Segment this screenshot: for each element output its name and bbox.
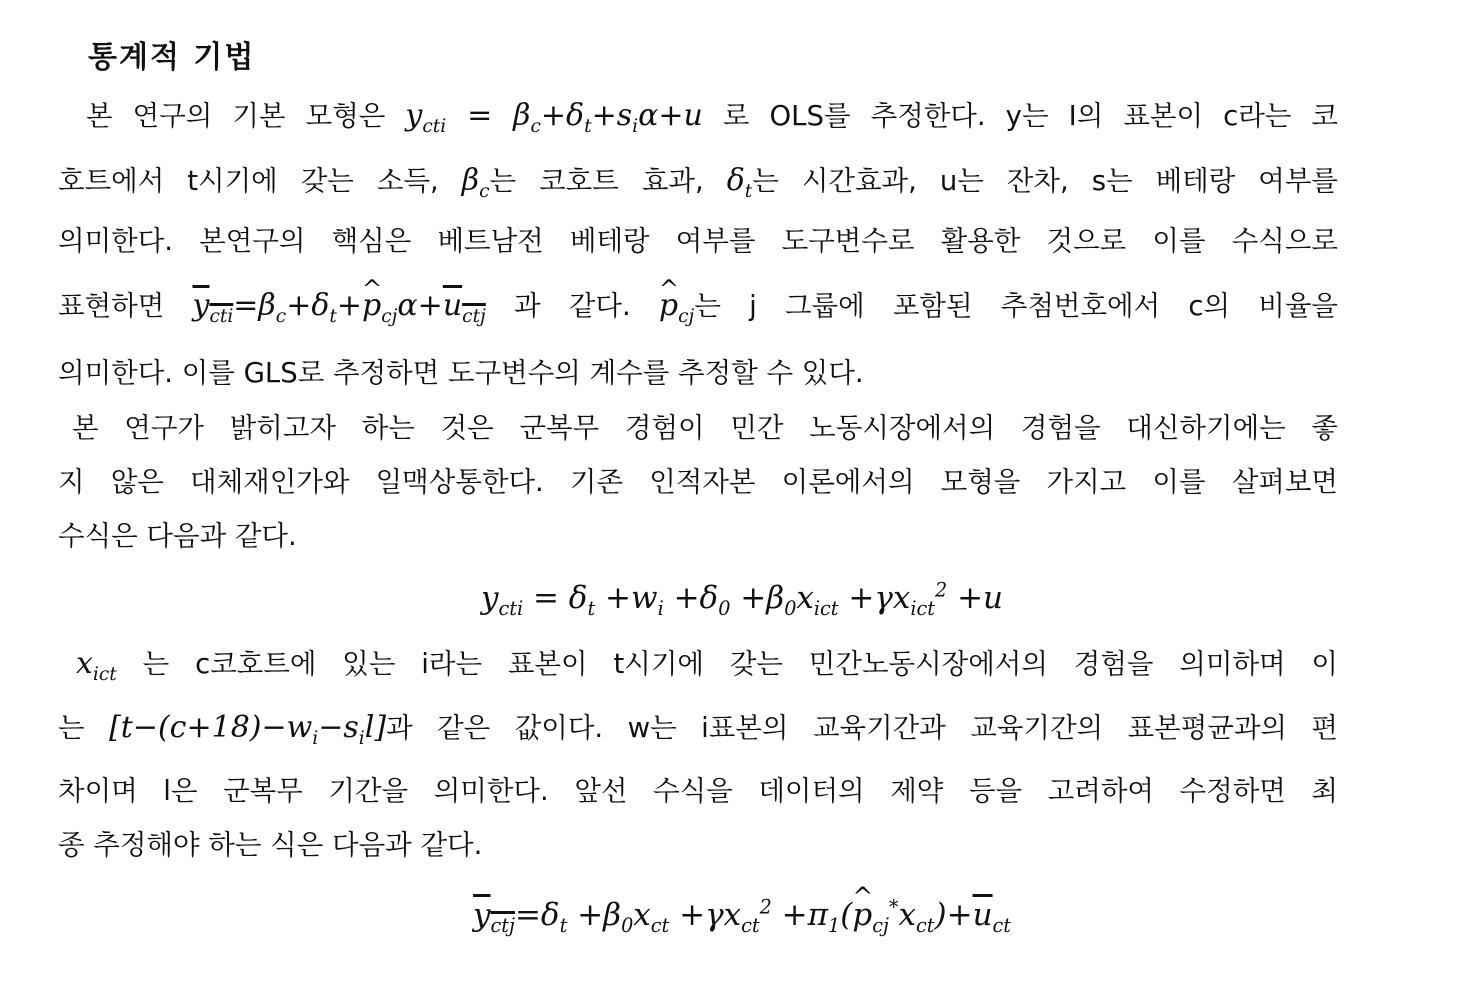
text-line: 차이며 l은 군복무 기간을 의미한다. 앞선 수식을 데이터의 제약 등을 고려하여 수정하면 최 bbox=[58, 775, 1338, 807]
text-line: 지 않은 대체재인가와 일맥상통한다. 기존 인적자본 이론에서의 모형을 가지고 이를 살펴보면 bbox=[58, 466, 1338, 498]
text-line: 표현하면 $y_{cti}=\beta_c+\delta_t+\^{}$ $p_{cj}\alpha+u_{ctj}$ 과 같다. ^ $p_{cj}$는 j 그룹에 포함된 추첨번호에서 c의 비율을 bbox=[58, 286, 1338, 326]
text-line: 의미한다. 본연구의 핵심은 베트남전 베테랑 여부를 도구변수로 활용한 것으로 이를 수식으로 bbox=[58, 225, 1338, 257]
formula-base-model: $y_{cti} = \beta_c+\delta_t+s_i\alpha+u$ bbox=[405, 98, 703, 137]
formula-iv-model: $y_{cti}=\beta_c+\delta_t+\^{}$ $p_{cj}\alpha+u_{ctj}$ bbox=[192, 288, 485, 323]
formula-x-ict: $x_{ict}$ bbox=[76, 646, 117, 685]
text-line: 종 추정해야 하는 식은 다음과 같다. bbox=[58, 829, 483, 861]
section-heading: 통계적 기법 bbox=[88, 40, 256, 75]
equation-human-capital: $y_{cti} = \delta_t +w_i +\delta_0 +\beta_0x_{ict} +\gamma x_{ict}^2 +u$ bbox=[480, 578, 1004, 621]
equation-final: $y_{ctj}=\delta_t +\beta_0x_{ct} +\gamma x_{ct}^2$ $+\pi_1(\^{}$ $p_{cj}^*x_{ct})+\overline{u}_{ct}$ bbox=[0, 893, 1484, 937]
formula-p-hat: ^ $p_{cj}$ bbox=[659, 288, 694, 323]
formula-delta-t: $\delta_t$ bbox=[726, 163, 753, 202]
text-line: 호트에서 t시기에 갖는 소득, $\beta_c$는 코호트 효과, $\delta_t$는 시간효과, u는 잔차, s는 베테랑 여부를 bbox=[58, 163, 1338, 202]
text-line: 의미한다. 이를 GLS로 추정하면 도구변수의 계수를 추정할 수 있다. bbox=[58, 357, 864, 389]
text-line: 수식은 다음과 같다. bbox=[58, 520, 297, 552]
text-line: $x_{ict}$ 는 c코호트에 있는 i라는 표본이 t시기에 갖는 민간노동시장에서의 경험을 의미하며 이 bbox=[76, 646, 1338, 685]
text-line: 본 연구의 기본 모형은 $y_{cti} = \beta_c+\delta_t+s_i\alpha+u$ 로 OLS를 추정한다. y는 I의 표본이 c라는 코 bbox=[86, 98, 1339, 137]
formula-experience: $[t-(c+18)-w_i-s_il]$ bbox=[109, 710, 387, 749]
text-line: 본 연구가 밝히고자 하는 것은 군복무 경험이 민간 노동시장에서의 경험을 대신하기에는 좋 bbox=[72, 412, 1338, 444]
text-line: 는 $[t-(c+18)-w_i-s_il]$과 같은 값이다. w는 i표본의 교육기간과 교육기간의 표본평균과의 편 bbox=[58, 710, 1338, 749]
formula-beta-c: $\beta_c$ bbox=[461, 163, 490, 202]
